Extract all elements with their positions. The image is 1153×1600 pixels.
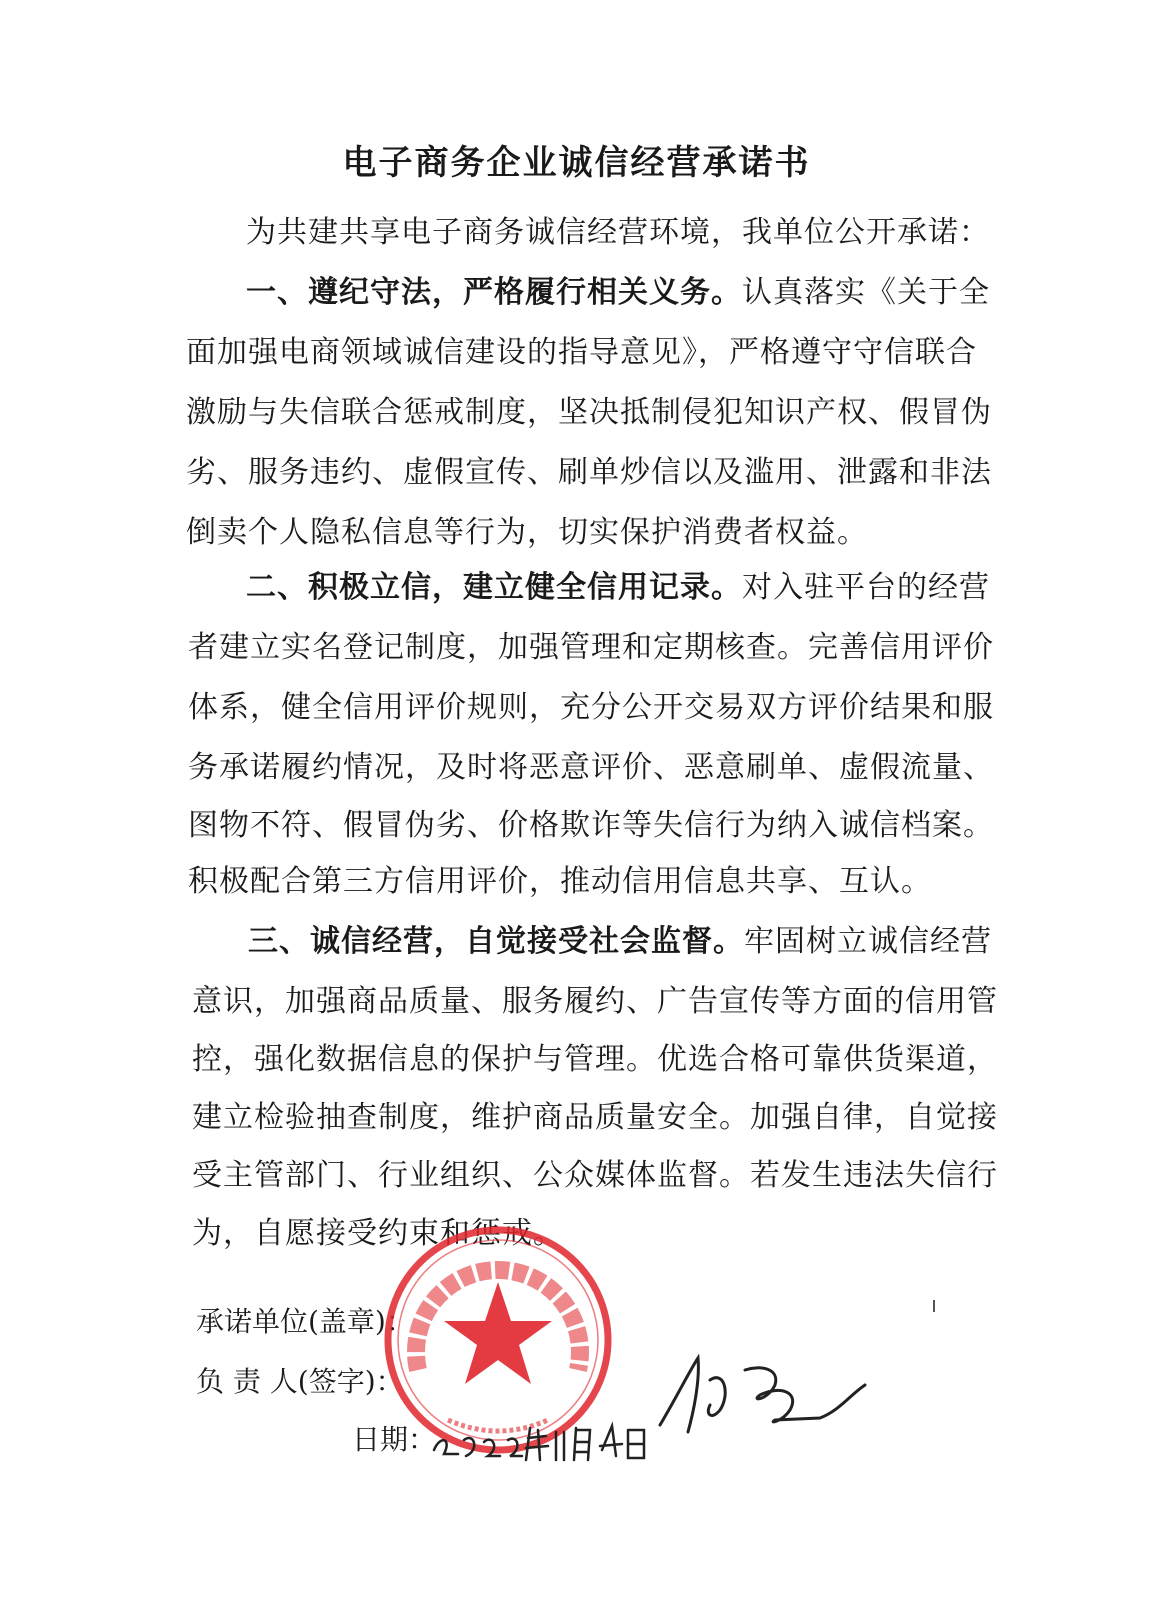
section3-first-line bbox=[248, 922, 992, 962]
stray-mark bbox=[933, 1300, 935, 1312]
seal-star-icon bbox=[444, 1282, 552, 1384]
handwritten-signature bbox=[650, 1340, 890, 1450]
section2-line: 积极配合第三方信用评价，推动信用信息共享、互认。 bbox=[188, 864, 932, 899]
section2-first-line bbox=[246, 568, 990, 608]
section3-line1-rest: 牢固树立诚信经营 bbox=[744, 924, 992, 959]
section2-line1-rest: 对入驻平台的经营 bbox=[742, 570, 990, 605]
section1-line: 激励与失信联合惩戒制度，坚决抵制侵犯知识产权、假冒伪 bbox=[186, 395, 992, 430]
section3-line: 控，强化数据信息的保护与管理。优选合格可靠供货渠道， bbox=[192, 1042, 998, 1077]
date-label: 日期： bbox=[352, 1423, 437, 1456]
section2-line: 体系，健全信用评价规则，充分公开交易双方评价结果和服 bbox=[188, 690, 994, 725]
intro-text: 为共建共享电子商务诚信经营环境，我单位公开承诺： bbox=[246, 215, 990, 250]
section2-heading: 二、积极立信，建立健全信用记录。 bbox=[246, 570, 742, 605]
section3-line: 意识，加强商品质量、服务履约、广告宣传等方面的信用管 bbox=[192, 984, 998, 1019]
handwritten-date bbox=[430, 1410, 650, 1470]
section3-heading: 三、诚信经营，自觉接受社会监督。 bbox=[248, 924, 744, 959]
section1-line: 倒卖个人隐私信息等行为，切实保护消费者权益。 bbox=[186, 515, 868, 550]
section3-line: 受主管部门、行业组织、公众媒体监督。若发生违法失信行 bbox=[192, 1158, 998, 1193]
person-label: 负 责 人(签字)： bbox=[196, 1365, 404, 1398]
section1-line1-rest: 认真落实《关于全 bbox=[742, 275, 990, 310]
section1-first-line bbox=[246, 273, 990, 313]
section3-line: 建立检验抽查制度，维护商品质量安全。加强自律，自觉接 bbox=[192, 1100, 998, 1135]
section3-line: 为，自愿接受约束和惩戒。 bbox=[192, 1216, 564, 1251]
section1-heading: 一、遵纪守法，严格履行相关义务。 bbox=[246, 275, 742, 310]
section1-line: 面加强电商领域诚信建设的指导意见》，严格遵守守信联合 bbox=[186, 335, 977, 370]
section2-line: 者建立实名登记制度，加强管理和定期核查。完善信用评价 bbox=[188, 630, 994, 665]
section2-line: 图物不符、假冒伪劣、价格欺诈等失信行为纳入诚信档案。 bbox=[188, 808, 994, 843]
page-title: 电子商务企业诚信经营承诺书 bbox=[342, 143, 811, 183]
section1-line: 劣、服务违约、虚假宣传、刷单炒信以及滥用、泄露和非法 bbox=[186, 455, 992, 490]
unit-label: 承诺单位(盖章)： bbox=[196, 1305, 414, 1338]
section2-line: 务承诺履约情况，及时将恶意评价、恶意刷单、虚假流量、 bbox=[188, 750, 994, 785]
